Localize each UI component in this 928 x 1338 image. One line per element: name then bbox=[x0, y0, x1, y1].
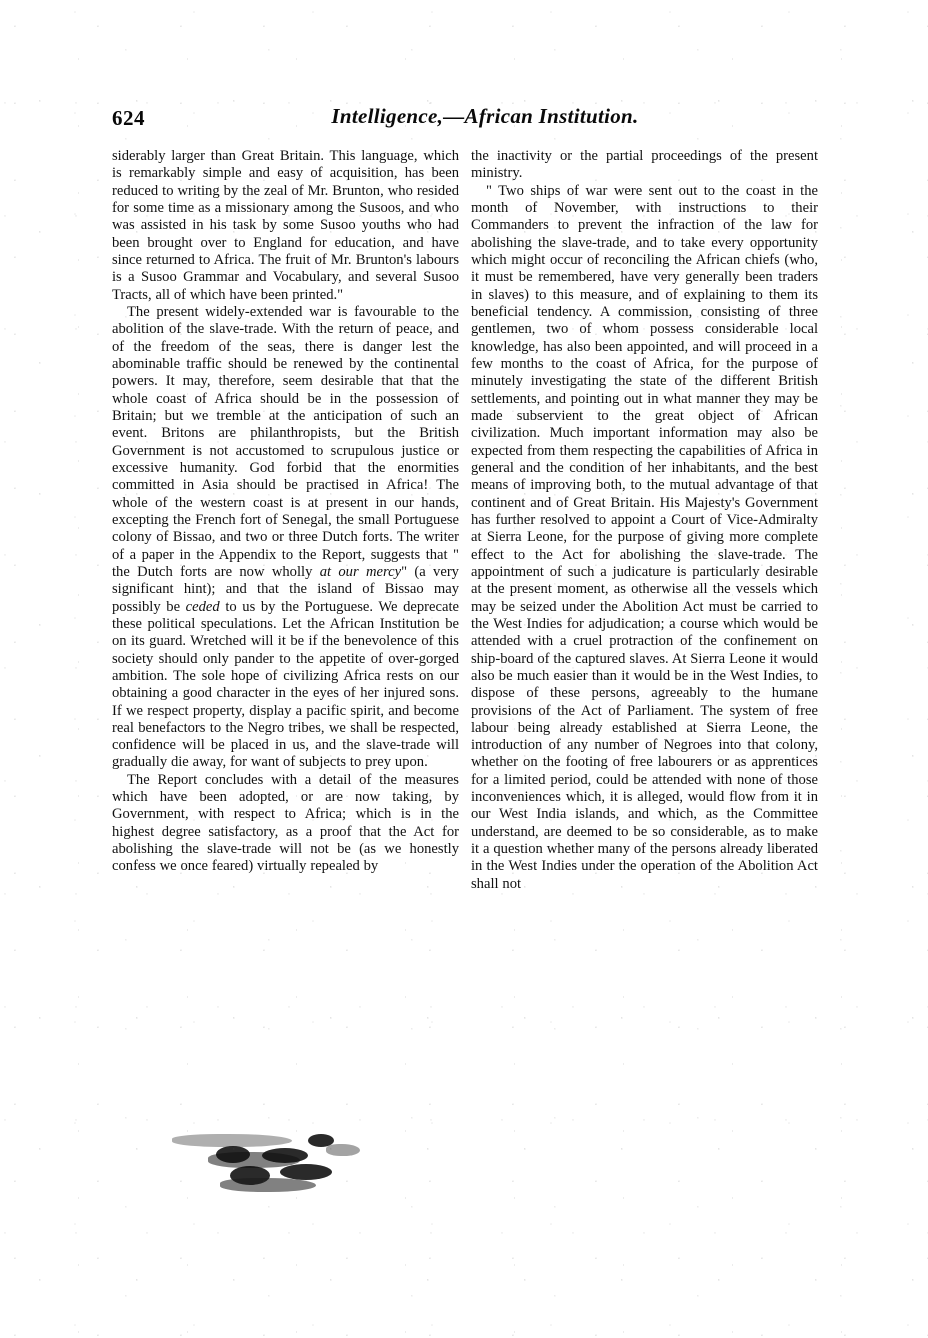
paragraph bbox=[112, 304, 459, 772]
paragraph: the inactivity or the partial proceedings of the present ministry. bbox=[471, 148, 818, 182]
two-column-body bbox=[112, 148, 818, 1238]
paragraph: " Two ships of war were sent out to the coast in the month of November, with instructions to their Commanders to prevent the infraction of the law for abolishing the slave-trade, and to take every opportunity which might occur of reconciling the African chiefs (who, it must be remembered, have very generally been traders in slaves) to this measure, and of explaining to them its beneficial tendency. A commission, consisting of three gentlemen, two of whom possess considerable local knowledge, has also been appointed, and will proceed in a few months to the coast of Africa, for the purpose of minutely investigating the state of the different British settlements, and pointing out in what manner they may be made subservient to the great object of African civilization. Much important information may also be expected from them respecting the capabilities of Africa in general and the condition of her inhabitants, and the best means of improving both, to the mutual advantage of that continent and of Great Britain. His Majesty's Government has further resolved to appoint a Court of Vice-Admiralty at Sierra Leone, for the purpose of giving more complete effect to the Act for abolishing the slave-trade. The appointment of such a judicature is particularly desirable at the present moment, as otherwise all the vessels which may be seized under the Abolition Act must be carried to the West Indies for adjudication; a course which would be attended with a cruel protraction of the confinement on ship-board of the captured slaves. At Sierra Leone it would also be much easier than it would be in the West Indies, to dispose of these persons, agreeably to the humane provisions of the Act of Parliament. The system of free labour being already established at Sierra Leone, the introduction of any number of Negroes into that colony, whether on the footing of free labourers or as apprentices for a limited period, could be attended with none of those inconveniences which, it is alleged, would flow from it in our West India islands, and which, as the Committee understand, are deemed to be so considerable, as to make it a question whether many of the persons already liberated in the West Indies under the operation of the Abolition Act shall not bbox=[471, 182, 818, 892]
running-head-title: Intelligence,—African Institution. bbox=[331, 104, 639, 128]
paragraph-text-part: The present widely-extended war is favourable to the abolition of the slave-trade. With the return of peace, and of the freedom of the seas, there is danger lest the abominable traffic should be renewed by the continental powers. It may, therefore, seem desirable that that the whole coast of Africa should be in the possession of Britain; but we tremble at the anticipation of such an event. Britons are philanthropists, but the British Government is not accustomed to scrupulous justice or excessive humanity. God forbid that the enormities committed in Asia should be practised in Africa! The whole of the western coast is at present in our hands, excepting the French fort of Senegal, the small Portuguese colony of Bissao, and two or three Dutch forts. The writer of a paper in the Appendix to the Report, suggests that " the Dutch forts are now wholly bbox=[112, 303, 459, 580]
italic-phrase: ceded bbox=[185, 598, 220, 615]
page-number: 624 bbox=[112, 106, 145, 130]
paragraph: siderably larger than Great Britain. This language, which is remarkably simple and easy of acquisition, has been reduced to writing by the zeal of Mr. Brunton, who resided for some time as a missionary among the Susoos, and who was assisted in his task by some Susoo youths who had been brought over to England for education, and have since returned to Africa. The fruit of Mr. Brunton's labours is a Susoo Grammar and Vocabulary, and several Susoo Tracts, all of which have been printed." bbox=[112, 148, 459, 303]
italic-phrase: at our mercy bbox=[319, 563, 402, 580]
left-column bbox=[112, 148, 459, 1238]
right-column bbox=[471, 148, 818, 1238]
paragraph-text-part: " (a very significant hint); and that the island of Bissao may possibly be bbox=[112, 563, 459, 615]
paragraph: The Report concludes with a detail of the measures which have been adopted, or are now taking, by Government, with respect to Africa; which is in the highest degree satisfactory, as a proof that the Act for abolishing the slave-trade will not be (as we honestly confess we once feared) virtually repealed by bbox=[112, 771, 459, 875]
page-header bbox=[112, 104, 818, 134]
paragraph-text-part: to us by the Portuguese. We deprecate these political speculations. Let the African Institution be on its guard. Wretched will it be if the benevolence of this society should only pander to the appetite of over-gorged ambition. The sole hope of civilizing Africa rests on our obtaining a good character in the eyes of her injured sons. If we respect property, display a pacific spirit, and become real benefactors to the Negro tribes, we shall be respected, confidence will be placed in us, and the slave-trade will gradually die away, for want of subjects to prey upon. bbox=[112, 598, 459, 771]
